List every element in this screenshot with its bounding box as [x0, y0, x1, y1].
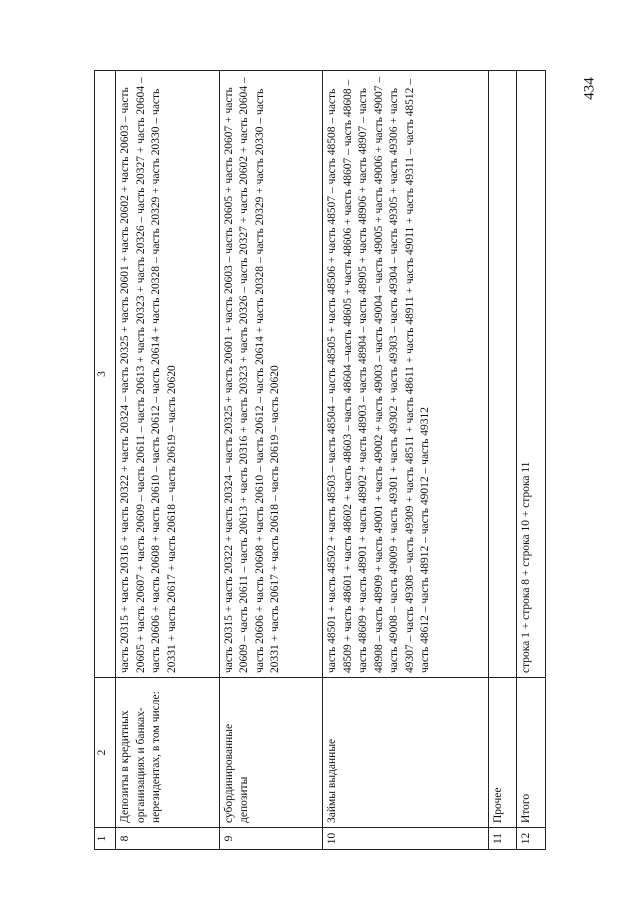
row-formula: часть 20315 + часть 20316 + часть 20322 + часть 20324 – часть 20325 + часть 20601 + часть 20602 + часть 20603 – часть 20605 + часть 20607 + часть 20609 – часть 20611 – часть 20613 + часть 20323 + часть 20326 – часть 20327 + часть 20604 – часть 20606 + часть 20608 + часть 20610 – часть 20612 – часть 20614 + часть 20328 – часть 20329 + часть 20330 – часть 20331 + часть 20617 + часть 20618 – часть 20619 – часть 20620: [116, 71, 220, 678]
row-number: 8: [116, 828, 220, 850]
row-number: 10: [323, 828, 488, 850]
header-col-2: 2: [95, 678, 116, 828]
balance-table: [94, 70, 546, 850]
header-row: [95, 71, 116, 850]
table-row: [323, 71, 488, 850]
row-formula: часть 48501 + часть 48502 + часть 48503 – часть 48504 – часть 48505 + часть 48506 + часть 48507 – часть 48508 – часть 48509 + часть 48601 + часть 48602 + часть 48603 – часть 48604 –часть 48605 + часть 48606 + часть 48607 – часть 48608 –часть 48609 + часть 48901 + часть 48902 + часть 48903 – часть 48904 – часть 48905 + часть 48906 + часть 48907 – часть 48908 – часть 48909 + часть 49001 + часть 49002 + часть 49003 – часть 49004 – часть 49005 + часть 49006 + часть 49007 – часть 49008 – часть 49009 + часть 49301 + часть 49302 + часть 49303 – часть 49304 – часть 49305 + часть 49306 + часть 49307 – часть 49308 – часть 49309 + часть 48511 + часть 48611 + часть 48911 + часть 49011 + часть 49311 – часть 48512 – часть 48612 – часть 48912 – часть 49012 – часть 49312: [323, 71, 488, 678]
row-formula: строка 1 + строка 8 + строка 10 + строка 11: [517, 71, 546, 678]
row-name: Прочее: [488, 678, 517, 828]
row-name: Займы выданные: [323, 678, 488, 828]
row-name: Итого: [517, 678, 546, 828]
row-number: 12: [517, 828, 546, 850]
header-col-1: 1: [95, 828, 116, 850]
header-col-3: 3: [95, 71, 116, 678]
table-row: [488, 71, 517, 850]
rotated-table-container: [94, 70, 546, 850]
row-number: 9: [219, 828, 323, 850]
table-row: [116, 71, 220, 850]
row-formula: [488, 71, 517, 678]
table-row-total: [517, 71, 546, 850]
row-name: Депозиты в кредитных организациях и банках-нерезидентах, в том числе:: [116, 678, 220, 828]
table-row: [219, 71, 323, 850]
page-number: 434: [581, 77, 598, 100]
row-number: 11: [488, 828, 517, 850]
row-name: субординированные депозиты: [219, 678, 323, 828]
row-formula: часть 20315 + часть 20322 + часть 20324 – часть 20325 + часть 20601 + часть 20603 – часть 20605 + часть 20607 + часть 20609 – часть 20611 – часть 20613 + часть 20316 + часть 20323 + часть 20326 – часть 20327 + часть 20602 + часть 20604 – часть 20606 + часть 20608 + часть 20610 – часть 20612 – часть 20614 + часть 20328 – часть 20329 + часть 20330 – часть 20331 + часть 20617 + часть 20618 – часть 20619 – часть 20620: [219, 71, 323, 678]
